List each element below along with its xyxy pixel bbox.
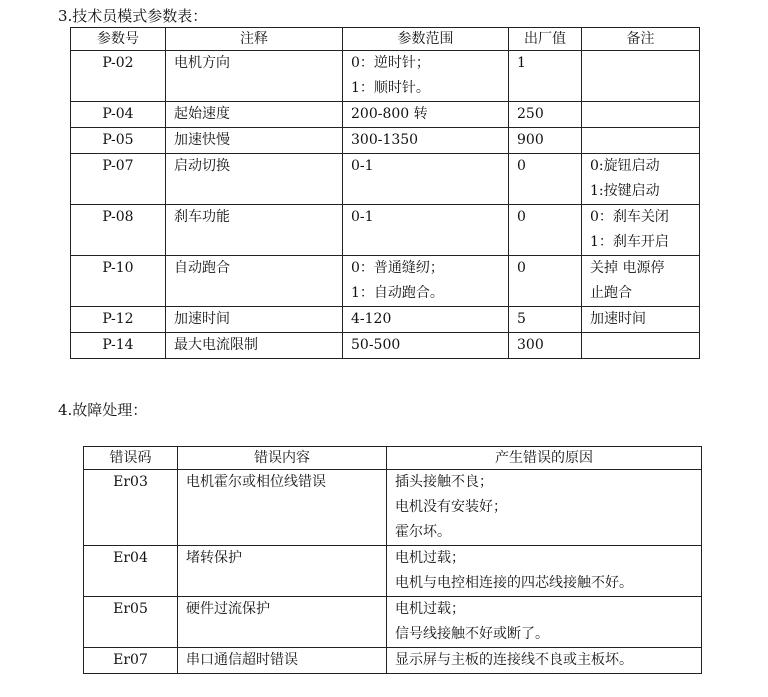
parameter-remark-line: 关掉 电源停 [590,260,665,276]
parameter-remark [582,333,700,359]
parameter-range [343,256,509,307]
parameter-code: P-02 [71,51,166,102]
parameter-default: 0 [509,205,582,256]
parameter-range-line: 0：逆时针； [351,55,430,71]
parameter-header-cell: 出厂值 [509,28,582,51]
parameter-remark [582,154,700,205]
fault-code: Er03 [84,470,178,546]
parameter-remark [582,128,700,154]
fault-content: 硬件过流保护 [178,597,387,648]
fault-cause [387,546,702,597]
parameter-row [71,307,700,333]
parameter-remark-line: 0：刹车关闭 [590,209,669,225]
parameter-code: P-04 [71,102,166,128]
parameter-note: 启动切换 [166,154,343,205]
parameter-code: P-07 [71,154,166,205]
parameter-note: 最大电流限制 [166,333,343,359]
fault-row [84,546,702,597]
fault-cause-line: 信号线接触不好或断了。 [395,626,549,642]
fault-row [84,470,702,546]
fault-cause [387,648,702,674]
parameter-remark-line: 0:旋钮启动 [590,158,660,174]
parameter-row [71,102,700,128]
parameter-range-line: 200-800 转 [351,106,428,122]
fault-content: 电机霍尔或相位线错误 [178,470,387,546]
parameter-range [343,102,509,128]
parameter-header-row [71,28,700,51]
parameter-remark-line: 加速时间 [590,311,646,327]
parameter-remark-line: 止跑合 [590,285,632,301]
fault-cause-line: 电机过载； [395,550,465,566]
parameter-header-cell: 参数号 [71,28,166,51]
parameter-row [71,205,700,256]
parameter-default: 900 [509,128,582,154]
parameter-range-line: 4-120 [351,311,392,327]
section-4-title: 4.故障处理： [58,401,148,419]
parameter-remark [582,205,700,256]
parameter-remark [582,256,700,307]
fault-cause-line: 显示屏与主板的连接线不良或主板坏。 [395,652,633,668]
fault-table [83,446,702,674]
parameter-code: P-14 [71,333,166,359]
parameter-code: P-10 [71,256,166,307]
parameter-header-cell: 注释 [166,28,343,51]
fault-cause-line: 电机没有安装好； [395,499,507,515]
fault-header-cell: 产生错误的原因 [387,447,702,470]
parameter-note: 起始速度 [166,102,343,128]
parameter-note: 加速快慢 [166,128,343,154]
fault-header-row [84,447,702,470]
parameter-code: P-08 [71,205,166,256]
parameter-range-line: 0：普通缝纫； [351,260,444,276]
fault-content: 串口通信超时错误 [178,648,387,674]
parameter-default: 0 [509,256,582,307]
parameter-remark [582,102,700,128]
parameter-row [71,256,700,307]
parameter-remark-line: 1:按键启动 [590,183,660,199]
parameter-row [71,154,700,205]
fault-code: Er05 [84,597,178,648]
parameter-remark-line: 1：刹车开启 [590,234,669,250]
parameter-note: 自动跑合 [166,256,343,307]
parameter-range-line: 300-1350 [351,132,419,148]
parameter-range [343,154,509,205]
parameter-note: 电机方向 [166,51,343,102]
parameter-table [70,27,700,359]
fault-header-cell: 错误码 [84,447,178,470]
parameter-default: 1 [509,51,582,102]
parameter-range [343,128,509,154]
parameter-code: P-12 [71,307,166,333]
parameter-row [71,51,700,102]
parameter-default: 0 [509,154,582,205]
parameter-remark [582,51,700,102]
parameter-range-line: 50-500 [351,337,401,353]
parameter-range [343,333,509,359]
parameter-default: 250 [509,102,582,128]
parameter-header-cell: 备注 [582,28,700,51]
fault-cause-line: 电机过载； [395,601,465,617]
parameter-note: 加速时间 [166,307,343,333]
fault-cause [387,597,702,648]
parameter-note: 刹车功能 [166,205,343,256]
parameter-range [343,205,509,256]
fault-cause-line: 电机与电控相连接的四芯线接触不好。 [395,575,633,591]
parameter-range-line: 0-1 [351,158,374,174]
fault-code: Er07 [84,648,178,674]
parameter-default: 300 [509,333,582,359]
parameter-range [343,307,509,333]
parameter-range [343,51,509,102]
parameter-remark [582,307,700,333]
parameter-header-cell: 参数范围 [343,28,509,51]
parameter-range-line: 1：顺时针。 [351,80,430,96]
parameter-code: P-05 [71,128,166,154]
parameter-default: 5 [509,307,582,333]
fault-code: Er04 [84,546,178,597]
parameter-range-line: 0-1 [351,209,374,225]
parameter-range-line: 1：自动跑合。 [351,285,444,301]
fault-row [84,597,702,648]
fault-row [84,648,702,674]
parameter-row [71,333,700,359]
fault-cause-line: 插头接触不良； [395,474,493,490]
section-3-title: 3.技术员模式参数表： [58,7,208,25]
fault-cause [387,470,702,546]
fault-cause-line: 霍尔坏。 [395,524,451,540]
parameter-row [71,128,700,154]
fault-header-cell: 错误内容 [178,447,387,470]
fault-content: 堵转保护 [178,546,387,597]
